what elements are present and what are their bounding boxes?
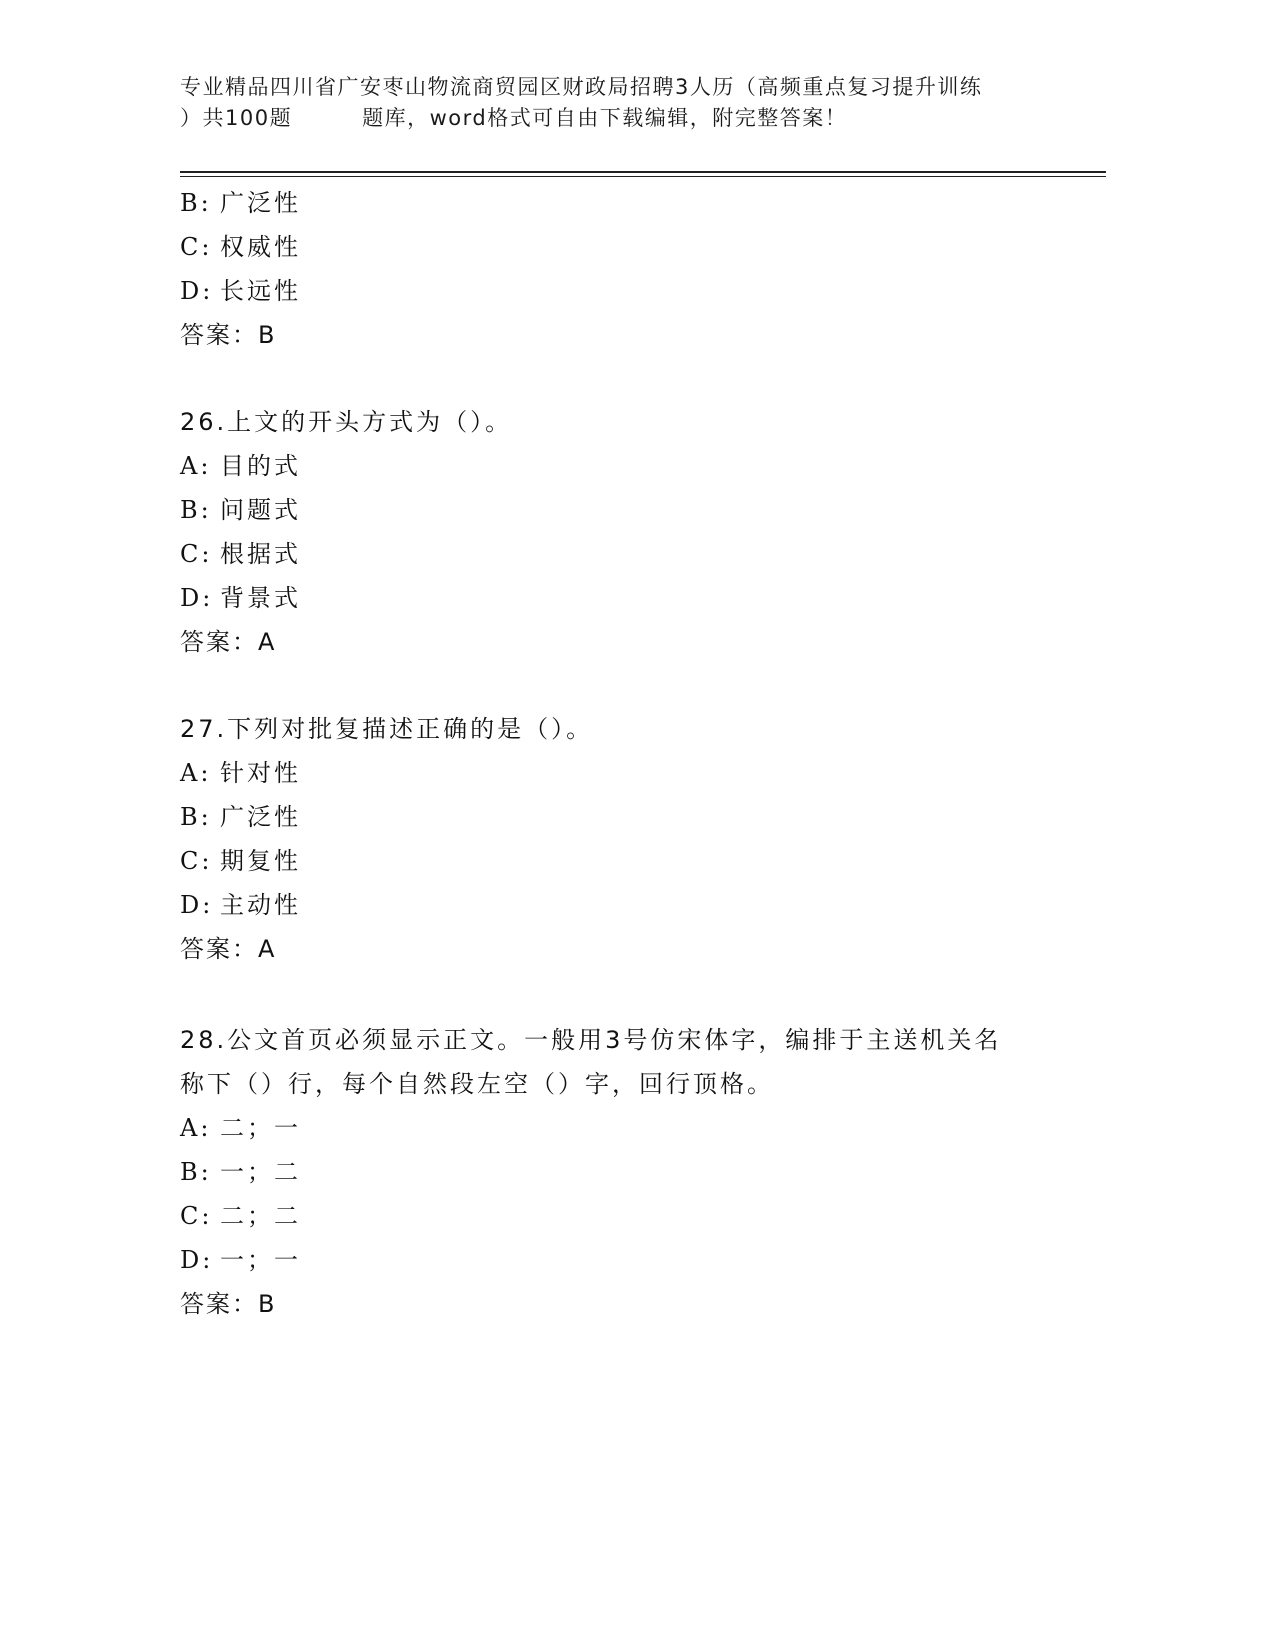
document-header bbox=[180, 72, 1100, 134]
option-text: 目的式 bbox=[220, 452, 301, 480]
question-block-26 bbox=[180, 402, 1080, 666]
option-b bbox=[180, 183, 1080, 227]
header-title-line1: 专业精品四川省广安枣山物流商贸园区财政局招聘3人历（高频重点复习提升训练 bbox=[180, 75, 983, 99]
option-a bbox=[180, 446, 1080, 490]
option-text: 权威性 bbox=[220, 233, 301, 261]
option-text: 根据式 bbox=[220, 540, 301, 568]
question-stem: 26.上文的开头方式为（）。 bbox=[180, 408, 513, 436]
option-d bbox=[180, 1240, 1080, 1284]
answer-line: 答案：B bbox=[180, 1290, 277, 1318]
option-c bbox=[180, 1196, 1080, 1240]
option-text: 主动性 bbox=[220, 891, 301, 919]
option-text: 广泛性 bbox=[220, 189, 301, 217]
question-stem-line2: 称下（）行，每个自然段左空（）字，回行顶格。 bbox=[180, 1070, 774, 1098]
header-divider-thin bbox=[180, 176, 1106, 177]
option-a bbox=[180, 753, 1080, 797]
option-text: 长远性 bbox=[220, 277, 301, 305]
option-key: D: bbox=[180, 277, 214, 305]
option-text: 广泛性 bbox=[220, 803, 301, 831]
header-description: 题库，word格式可自由下载编辑，附完整答案！ bbox=[362, 106, 848, 130]
option-text: 针对性 bbox=[220, 759, 301, 787]
question-list bbox=[180, 183, 1080, 1328]
question-block-28 bbox=[180, 1020, 1080, 1328]
answer-line: 答案：A bbox=[180, 628, 277, 656]
option-key: D: bbox=[180, 1246, 214, 1274]
option-key: B: bbox=[180, 1158, 212, 1186]
option-text: 期复性 bbox=[220, 847, 301, 875]
option-text: 一；二 bbox=[220, 1158, 301, 1186]
question-stem: 27.下列对批复描述正确的是（）。 bbox=[180, 715, 594, 743]
option-b bbox=[180, 797, 1080, 841]
option-key: A: bbox=[180, 452, 212, 480]
option-a bbox=[180, 1108, 1080, 1152]
option-key: D: bbox=[180, 891, 214, 919]
header-divider-thick bbox=[180, 171, 1106, 173]
option-text: 问题式 bbox=[220, 496, 301, 524]
option-d bbox=[180, 271, 1080, 315]
option-c bbox=[180, 841, 1080, 885]
option-text: 一；一 bbox=[220, 1246, 301, 1274]
question-stem-line1: 28.公文首页必须显示正文。一般用3号仿宋体字，编排于主送机关名 bbox=[180, 1026, 1002, 1054]
option-key: C: bbox=[180, 540, 213, 568]
option-key: B: bbox=[180, 496, 212, 524]
option-text: 二；二 bbox=[220, 1202, 301, 1230]
question-block-27 bbox=[180, 709, 1080, 973]
header-question-count: ）共100题 bbox=[180, 106, 293, 130]
option-b bbox=[180, 490, 1080, 534]
option-d bbox=[180, 578, 1080, 622]
option-key: A: bbox=[180, 1114, 212, 1142]
option-text: 二；一 bbox=[220, 1114, 301, 1142]
option-key: A: bbox=[180, 759, 212, 787]
option-d bbox=[180, 885, 1080, 929]
answer-line: 答案：A bbox=[180, 935, 277, 963]
option-b bbox=[180, 1152, 1080, 1196]
option-key: D: bbox=[180, 584, 214, 612]
option-key: C: bbox=[180, 847, 213, 875]
option-c bbox=[180, 227, 1080, 271]
option-key: B: bbox=[180, 803, 212, 831]
option-key: B: bbox=[180, 189, 212, 217]
header-title-line2 bbox=[180, 103, 1100, 134]
option-key: C: bbox=[180, 233, 213, 261]
option-key: C: bbox=[180, 1202, 213, 1230]
question-block-25-continued bbox=[180, 183, 1080, 359]
option-text: 背景式 bbox=[220, 584, 301, 612]
option-c bbox=[180, 534, 1080, 578]
answer-line: 答案：B bbox=[180, 321, 277, 349]
